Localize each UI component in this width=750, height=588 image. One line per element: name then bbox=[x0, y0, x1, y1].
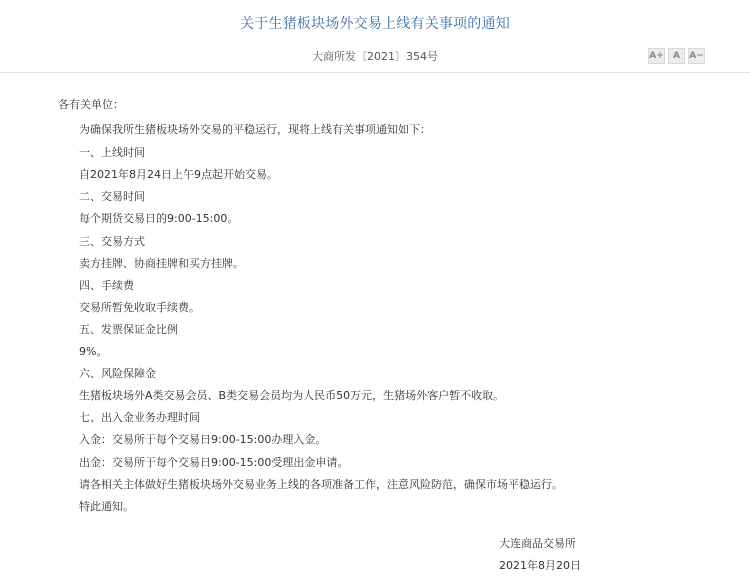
intro-paragraph: 为确保我所生猪板块场外交易的平稳运行，现将上线有关事项通知如下： bbox=[79, 123, 431, 136]
closing-remark: 特此通知。 bbox=[79, 500, 134, 513]
section-content: 每个期货交易日的9:00-15:00。 bbox=[79, 212, 239, 225]
section-content: 自2021年8月24日上午9点起开始交易。 bbox=[79, 168, 278, 181]
salutation: 各有关单位： bbox=[58, 98, 124, 111]
section-content: 入金：交易所于每个交易日9:00-15:00办理入金。 bbox=[79, 433, 327, 446]
document-number: 大商所发〔2021〕354号 bbox=[312, 50, 438, 63]
font-decrease-button[interactable]: A− bbox=[688, 48, 705, 64]
section-content: 生猪板块场外A类交易会员、B类交易会员均为人民币50万元，生猪场外客户暂不收取。 bbox=[79, 389, 505, 402]
section-heading: 六、风险保障金 bbox=[79, 367, 156, 380]
section-heading: 三、交易方式 bbox=[79, 235, 145, 248]
section-content: 9%。 bbox=[79, 345, 108, 358]
signature-org: 大连商品交易所 bbox=[499, 537, 576, 550]
section-heading: 一、上线时间 bbox=[79, 146, 145, 159]
section-heading: 七、出入金业务办理时间 bbox=[79, 411, 200, 424]
section-content: 出金：交易所于每个交易日9:00-15:00受理出金申请。 bbox=[79, 456, 349, 469]
header-divider bbox=[0, 72, 750, 73]
section-content: 卖方挂牌、协商挂牌和买方挂牌。 bbox=[79, 257, 244, 270]
font-increase-button[interactable]: A+ bbox=[648, 48, 665, 64]
signature-date: 2021年8月20日 bbox=[499, 559, 581, 572]
section-heading: 四、手续费 bbox=[79, 279, 134, 292]
font-size-controls bbox=[648, 48, 705, 64]
notice-title: 关于生猪板块场外交易上线有关事项的通知 bbox=[240, 16, 510, 32]
section-heading: 五、发票保证金比例 bbox=[79, 323, 178, 336]
section-heading: 二、交易时间 bbox=[79, 190, 145, 203]
closing-paragraph: 请各相关主体做好生猪板块场外交易业务上线的各项准备工作，注意风险防范，确保市场平稳运行。 bbox=[79, 478, 563, 491]
section-content: 交易所暂免收取手续费。 bbox=[79, 301, 200, 314]
font-reset-button[interactable]: A bbox=[668, 48, 685, 64]
